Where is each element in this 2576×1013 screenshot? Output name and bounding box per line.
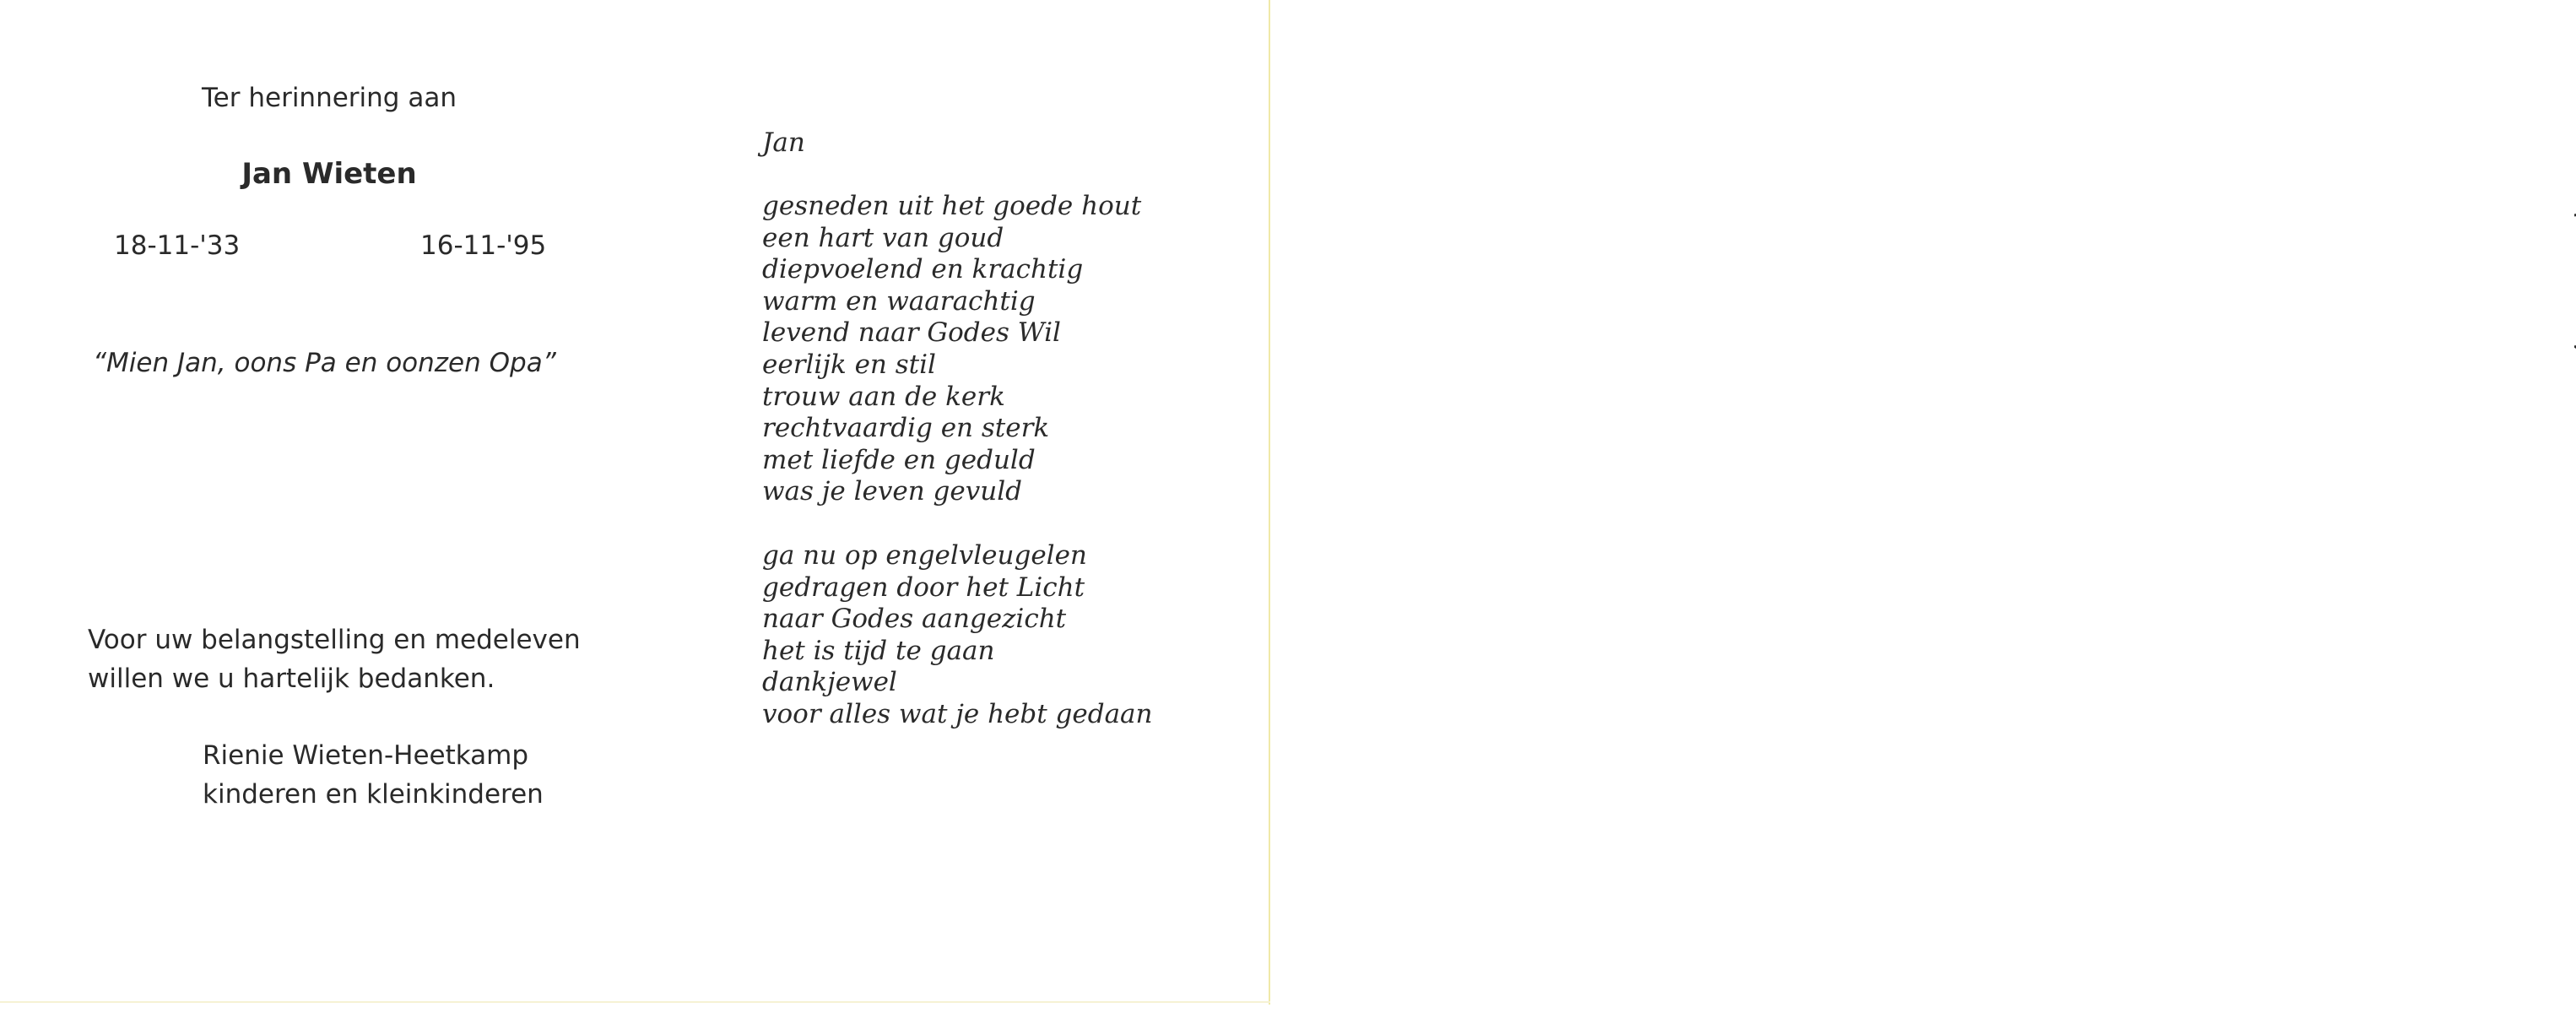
poem-line: het is tijd te gaan bbox=[762, 635, 995, 666]
left-page-bottom-edge bbox=[0, 1001, 1270, 1003]
poem-line: warm en waarachtig bbox=[762, 285, 1036, 317]
thanks-message bbox=[88, 620, 581, 698]
left-page-edge bbox=[1269, 0, 1270, 1005]
card-fold bbox=[1270, 0, 1287, 1013]
date-of-death: 16-11-'95 bbox=[420, 230, 547, 261]
left-page bbox=[0, 0, 1270, 1013]
poem-line: naar Godes aangezicht bbox=[762, 604, 1067, 635]
family-signature bbox=[203, 736, 544, 814]
deceased-name: Jan Wieten bbox=[241, 157, 417, 191]
poem-line: diepvoelend en krachtig bbox=[762, 254, 1084, 285]
poem-stanza bbox=[762, 191, 1153, 508]
poem-line: eerlijk en stil bbox=[762, 349, 936, 380]
poem bbox=[762, 127, 1153, 763]
thanks-line: willen we u hartelijk bedanken. bbox=[88, 664, 495, 694]
right-page bbox=[1287, 0, 2576, 1013]
poem-line: gedragen door het Licht bbox=[762, 572, 1085, 603]
poem-line: rechtvaardig en sterk bbox=[762, 413, 1050, 444]
poem-line: trouw aan de kerk bbox=[762, 381, 1005, 412]
poem-line: een hart van goud bbox=[762, 222, 1004, 253]
thanks-line: Voor uw belangstelling en medeleven bbox=[88, 625, 581, 655]
poem-line: was je leven gevuld bbox=[762, 476, 1022, 507]
poem-line: levend naar Godes Wil bbox=[762, 317, 1061, 349]
poem-line: dankjewel bbox=[762, 667, 897, 698]
poem-line: met liefde en geduld bbox=[762, 444, 1036, 475]
poem-title: Jan bbox=[762, 127, 805, 158]
poem-line: gesneden uit het goede hout bbox=[762, 191, 1142, 221]
dialect-quote: “Mien Jan, oons Pa en oonzen Opa” bbox=[93, 348, 556, 378]
date-of-birth: 18-11-'33 bbox=[114, 230, 241, 261]
signature-line: kinderen en kleinkinderen bbox=[203, 779, 544, 810]
poem-line: voor alles wat je hebt gedaan bbox=[762, 698, 1153, 729]
poem-line: ga nu op engelvleugelen bbox=[762, 539, 1087, 571]
signature-line: Rienie Wieten-Heetkamp bbox=[203, 740, 529, 771]
poem-stanza bbox=[762, 540, 1153, 731]
heading: Ter herinnering aan bbox=[202, 83, 457, 113]
